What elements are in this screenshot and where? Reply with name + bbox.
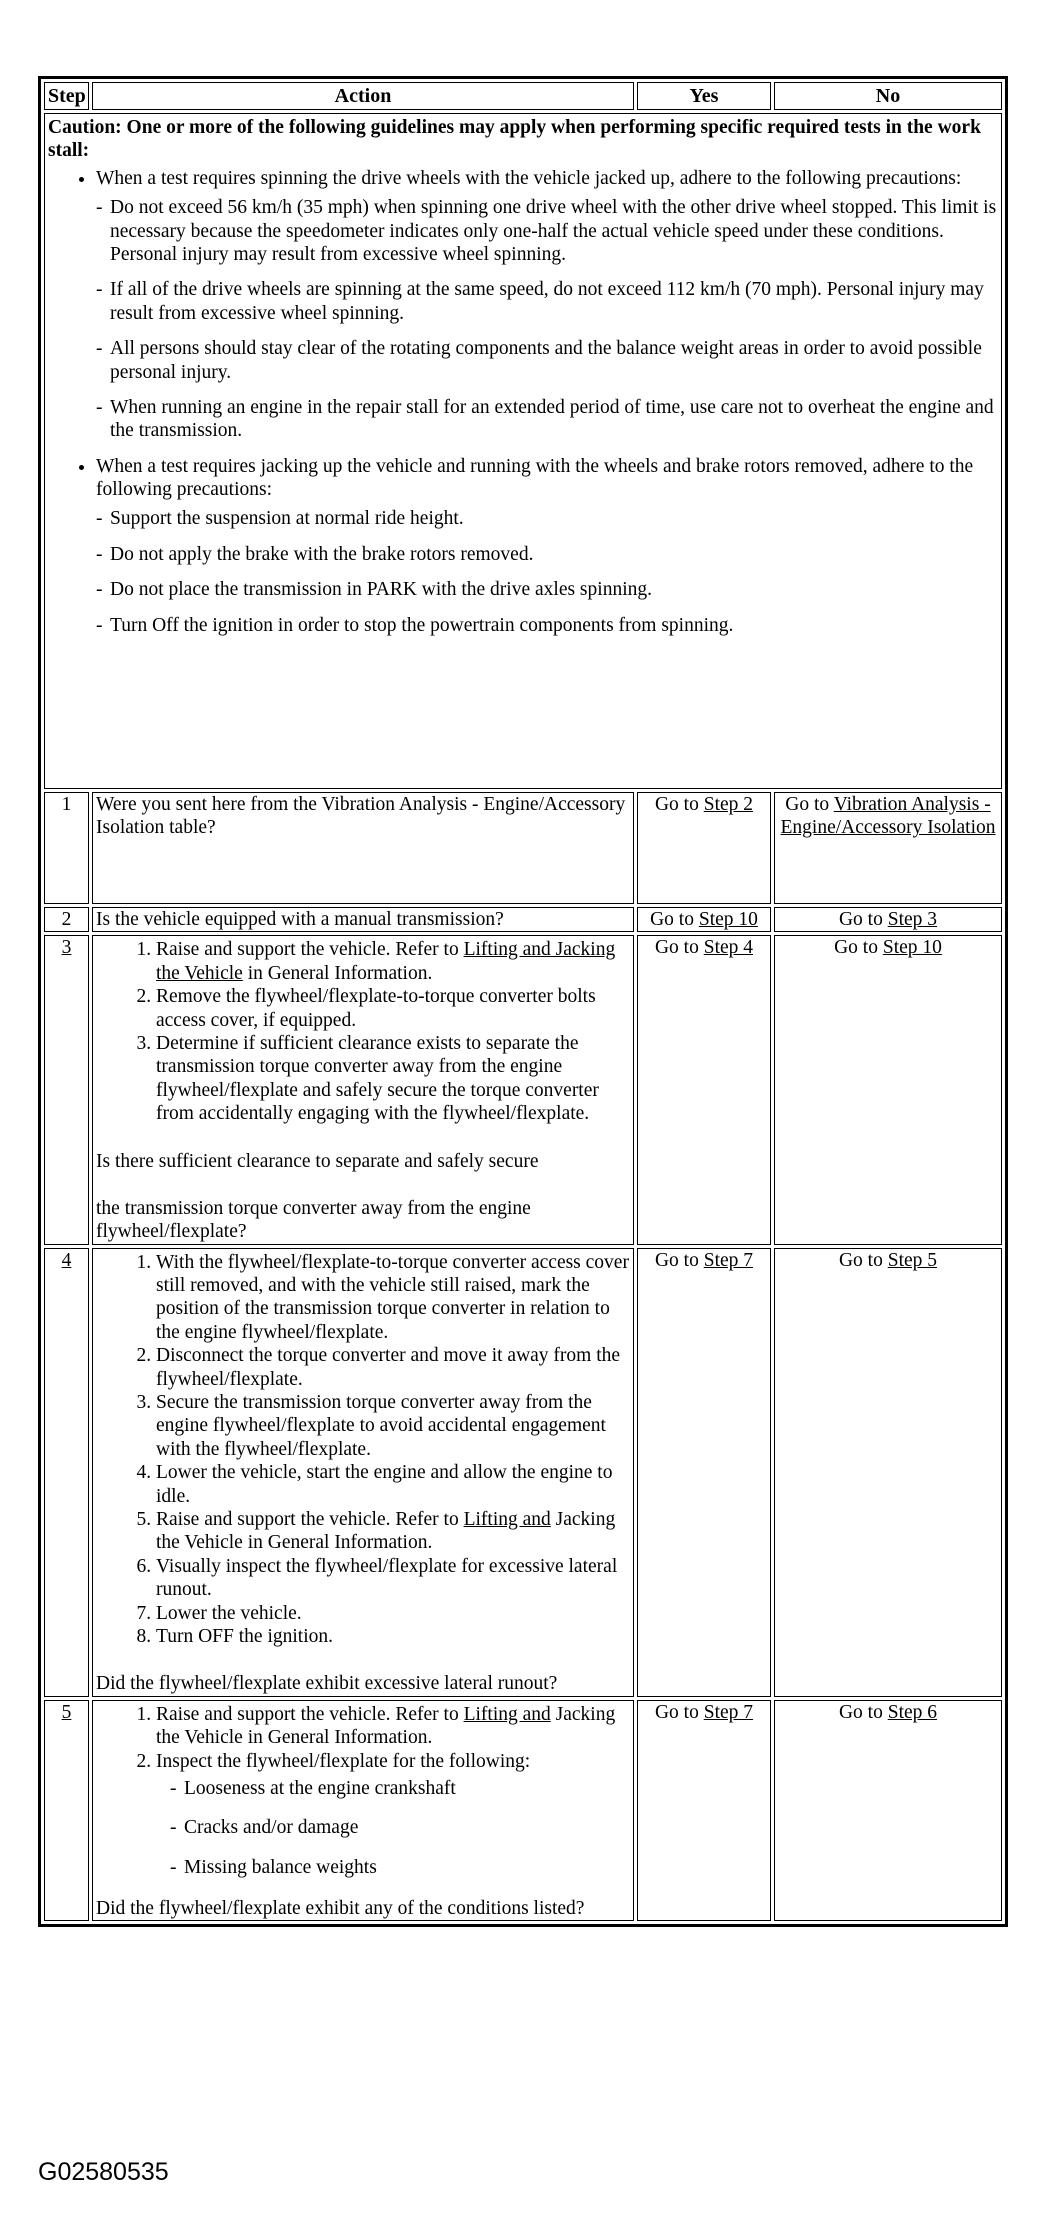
header-no: No — [774, 82, 1002, 110]
step-row-1 — [44, 792, 1002, 904]
precaution-list — [96, 196, 998, 443]
yes-cell — [637, 935, 771, 1244]
precaution-item: - All persons should stay clear of the rotating components and the balance weight areas in order to avoid possible personal injury. — [96, 337, 998, 384]
yes-cell — [637, 792, 771, 904]
lifting-jacking-link[interactable]: Lifting and — [463, 1508, 551, 1530]
action-item: 8. Turn OFF the ignition. — [156, 1625, 630, 1648]
yes-cell — [637, 907, 771, 932]
go-to-step-3-link[interactable]: Step 3 — [887, 909, 938, 930]
step-question: Were you sent here from the Vibration Analysis - Engine/Accessory Isolation table? — [96, 794, 626, 839]
step-question: Did the flywheel/flexplate exhibit excessive lateral runout? — [96, 1673, 558, 1695]
condition-item: - Missing balance weights — [170, 1856, 630, 1879]
vibration-analysis-link[interactable]: Vibration Analysis - Engine/Accessory Isolation — [780, 794, 996, 839]
go-to-step-7-link[interactable]: Step 7 — [703, 1701, 754, 1723]
lifting-jacking-link[interactable]: Lifting and — [463, 1703, 551, 1725]
yes-prefix: Go to — [654, 1249, 704, 1271]
yes-prefix: Go to — [654, 937, 704, 959]
precaution-list — [96, 507, 998, 637]
action-item — [156, 938, 630, 985]
go-to-step-7-link[interactable]: Step 7 — [703, 1249, 754, 1271]
step-action — [92, 1700, 634, 1922]
step-question-part: Is there sufficient clearance to separate and safely secure — [96, 1150, 539, 1172]
action-item — [156, 1703, 630, 1750]
no-prefix: Go to — [785, 794, 834, 815]
action-item: 3. Determine if sufficient clearance exists to separate the transmission torque converter away from the engine flywheel/flexplate and safely secure the torque converter from accidentally engaging with the flywheel/flexplate. — [156, 1032, 630, 1126]
no-cell — [774, 935, 1002, 1244]
precaution-item: - Do not place the transmission in PARK with the drive axles spinning. — [96, 578, 998, 601]
step-number-link[interactable]: 4 — [61, 1249, 72, 1271]
yes-prefix: Go to — [654, 794, 704, 815]
step-row-2 — [44, 907, 1002, 932]
go-to-step-10-link[interactable]: Step 10 — [698, 909, 758, 930]
step-row-3 — [44, 935, 1002, 1244]
caution-bullet-text: When a test requires jacking up the vehicle and running with the wheels and brake rotors removed, adhere to the following precautions: — [96, 455, 974, 501]
go-to-step-6-link[interactable]: Step 6 — [887, 1701, 938, 1723]
step-question: Is the vehicle equipped with a manual transmission? — [96, 909, 504, 930]
precaution-item: - Support the suspension at normal ride height. — [96, 507, 998, 530]
step-question: Did the flywheel/flexplate exhibit any of the conditions listed? — [96, 1898, 585, 1920]
step-question-part: the transmission torque converter away from the engine flywheel/flexplate? — [96, 1197, 531, 1243]
caution-list — [48, 167, 998, 637]
no-prefix: Go to — [838, 1701, 888, 1723]
yes-cell — [637, 1248, 771, 1697]
yes-cell — [637, 1700, 771, 1922]
go-to-step-2-link[interactable]: Step 2 — [703, 794, 754, 815]
action-text: Raise and support the vehicle. Refer to — [156, 1508, 464, 1530]
action-list — [96, 1251, 630, 1649]
caution-bullet-text: When a test requires spinning the drive wheels with the vehicle jacked up, adhere to the following precautions: — [96, 167, 962, 189]
caution-bullet — [96, 167, 998, 443]
caution-row — [44, 113, 1002, 789]
precaution-item: - Turn Off the ignition in order to stop the powertrain components from spinning. — [96, 614, 998, 637]
no-prefix: Go to — [834, 937, 883, 959]
step-number — [44, 1248, 89, 1697]
caution-title: Caution: One or more of the following guidelines may apply when performing specific required tests in the work stall: — [48, 117, 981, 162]
condition-list — [156, 1777, 630, 1879]
step-action — [92, 792, 634, 904]
no-cell — [774, 792, 1002, 904]
step-number: 2 — [44, 907, 89, 932]
action-text: Jacking the Vehicle in General Information. — [156, 1508, 616, 1554]
document-id: G02580535 — [38, 2158, 169, 2186]
action-text: Jacking the Vehicle in General Information. — [156, 1703, 616, 1749]
precaution-item: - When running an engine in the repair stall for an extended period of time, use care not to overheat the engine and the transmission. — [96, 396, 998, 443]
action-item: 4. Lower the vehicle, start the engine and allow the engine to idle. — [156, 1461, 630, 1508]
caution-cell — [44, 113, 1002, 789]
action-item: 1. With the flywheel/flexplate-to-torque converter access cover still removed, and with the vehicle still raised, mark the position of the transmission torque converter in relation to the engine flywheel/flexplate. — [156, 1251, 630, 1345]
header-yes: Yes — [637, 82, 771, 110]
step-action — [92, 907, 634, 932]
step-number — [44, 1700, 89, 1922]
action-item: 3. Secure the transmission torque converter away from the engine flywheel/flexplate to avoid accidental engagement with the flywheel/flexplate. — [156, 1391, 630, 1461]
caution-bullet — [96, 455, 998, 637]
header-action: Action — [92, 82, 634, 110]
condition-item: - Cracks and/or damage — [170, 1816, 630, 1839]
no-cell — [774, 907, 1002, 932]
step-row-5 — [44, 1700, 1002, 1922]
lifting-jacking-link[interactable]: Lifting and Jacking the Vehicle — [156, 939, 616, 984]
condition-item: - Looseness at the engine crankshaft — [170, 1777, 630, 1800]
no-prefix: Go to — [838, 909, 888, 930]
go-to-step-5-link[interactable]: Step 5 — [887, 1249, 938, 1271]
precaution-item: - Do not exceed 56 km/h (35 mph) when spinning one drive wheel with the other drive wheel stopped. This limit is necessary because the speedometer indicates only one-half the actual vehicle speed under these conditions. Personal injury may result from excessive wheel spinning. — [96, 196, 998, 266]
step-action — [92, 1248, 634, 1697]
action-item: 6. Visually inspect the flywheel/flexplate for excessive lateral runout. — [156, 1555, 630, 1602]
procedure-document — [38, 76, 1008, 1927]
go-to-step-4-link[interactable]: Step 4 — [703, 937, 754, 959]
step-number-link[interactable]: 3 — [61, 937, 72, 959]
diagnostic-table — [38, 76, 1008, 1927]
step-number: 1 — [44, 792, 89, 904]
action-text: in General Information. — [242, 962, 433, 984]
no-prefix: Go to — [838, 1249, 888, 1271]
step-number-link[interactable]: 5 — [61, 1701, 72, 1723]
step-row-4 — [44, 1248, 1002, 1697]
action-item: 2. Remove the flywheel/flexplate-to-torque converter bolts access cover, if equipped. — [156, 985, 630, 1032]
action-item — [156, 1750, 630, 1880]
precaution-item: - Do not apply the brake with the brake rotors removed. — [96, 543, 998, 566]
action-text: Inspect the flywheel/flexplate for the following: — [156, 1750, 531, 1772]
no-cell — [774, 1700, 1002, 1922]
action-list — [96, 938, 630, 1125]
header-row — [44, 82, 1002, 110]
yes-prefix: Go to — [650, 909, 699, 930]
action-text: Raise and support the vehicle. Refer to — [156, 939, 464, 961]
action-text: Raise and support the vehicle. Refer to — [156, 1703, 464, 1725]
action-item: 7. Lower the vehicle. — [156, 1602, 630, 1625]
header-step: Step — [44, 82, 89, 110]
step-number — [44, 935, 89, 1244]
action-item — [156, 1508, 630, 1555]
go-to-step-10-link[interactable]: Step 10 — [882, 937, 942, 959]
yes-prefix: Go to — [654, 1701, 704, 1723]
precaution-item: - If all of the drive wheels are spinning at the same speed, do not exceed 112 km/h (70 mph). Personal injury may result from excessive wheel spinning. — [96, 278, 998, 325]
action-item: 2. Disconnect the torque converter and move it away from the flywheel/flexplate. — [156, 1344, 630, 1391]
step-action — [92, 935, 634, 1244]
action-list — [96, 1703, 630, 1879]
no-cell — [774, 1248, 1002, 1697]
